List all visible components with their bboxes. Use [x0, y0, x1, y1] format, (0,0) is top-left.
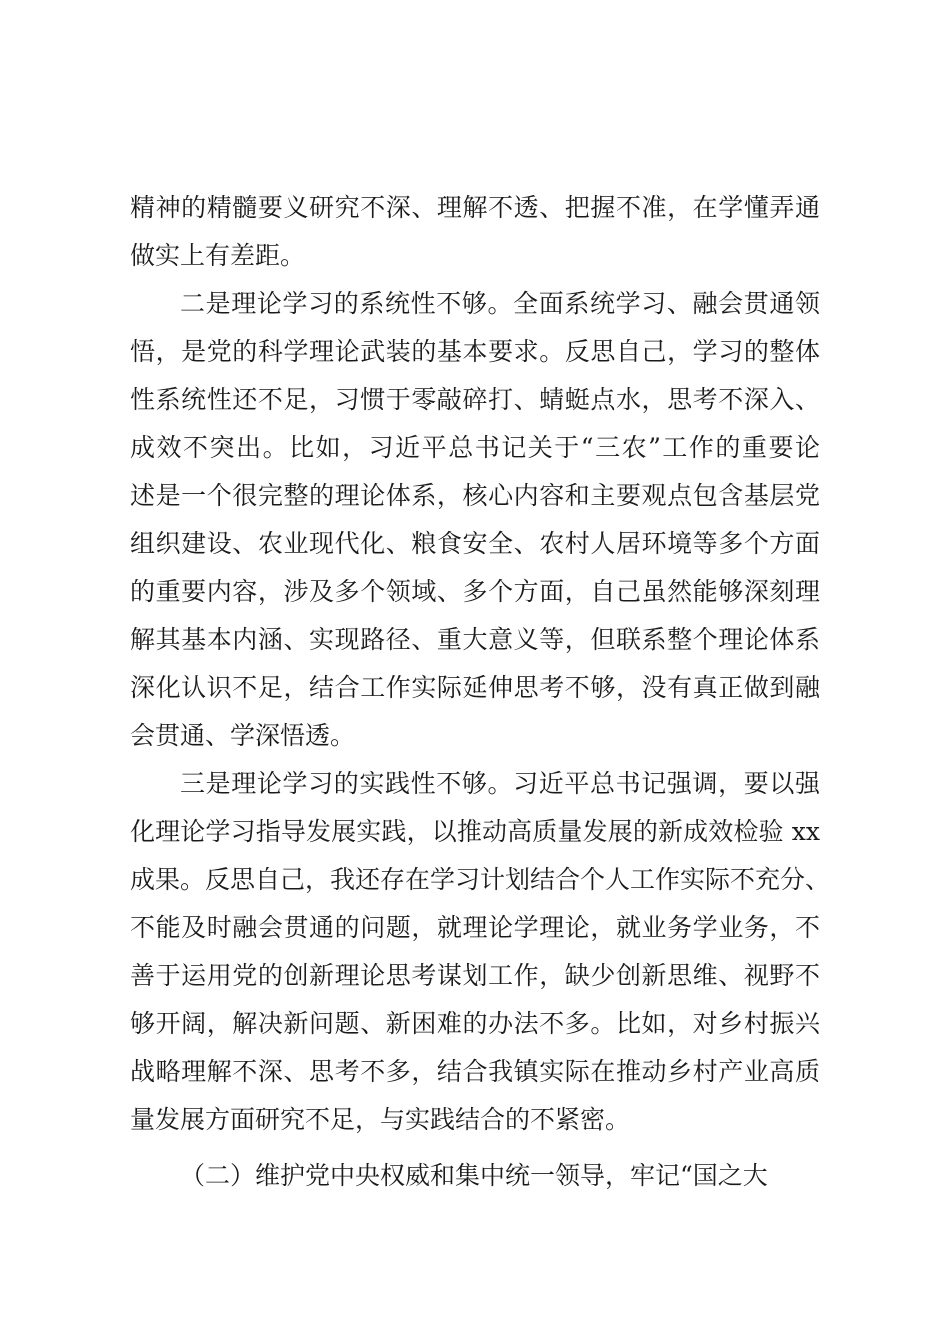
text-line: 解其基本内涵、实现路径、重大意义等，但联系整个理论体系: [130, 625, 820, 654]
text-line: 成效不突出。比如，习近平总书记关于“三农”工作的重要论: [130, 433, 820, 462]
text-line: 精神的精髓要义研究不深、理解不透、把握不准，在学懂弄通: [130, 193, 820, 222]
text-line: 的重要内容，涉及多个领域、多个方面，自己虽然能够深刻理: [130, 577, 820, 606]
text-line: 成果。反思自己，我还存在学习计划结合个人工作实际不充分、: [130, 865, 831, 894]
text-line: 不能及时融会贯通的问题，就理论学理论，就业务学业务，不: [130, 913, 820, 942]
text-line: 够开阔，解决新问题、新困难的办法不多。比如，对乡村振兴: [130, 1009, 820, 1038]
text-line: 战略理解不深、思考不多，结合我镇实际在推动乡村产业高质: [130, 1057, 820, 1086]
text-line: 二是理论学习的系统性不够。全面系统学习、融会贯通领: [180, 289, 820, 318]
section-heading: （二）维护党中央权威和集中统一领导，牢记“国之大: [180, 1161, 768, 1190]
text-line: 悟，是党的科学理论武装的基本要求。反思自己，学习的整体: [130, 337, 820, 366]
text-line: 组织建设、农业现代化、粮食安全、农村人居环境等多个方面: [130, 529, 820, 558]
text-line: 量发展方面研究不足，与实践结合的不紧密。: [130, 1105, 631, 1134]
text-line: 性系统性还不足，习惯于零敲碎打、蜻蜓点水，思考不深入、: [130, 385, 820, 414]
text-line: 三是理论学习的实践性不够。习近平总书记强调，要以强: [180, 769, 820, 798]
text-line: 善于运用党的创新理论思考谋划工作，缺少创新思维、视野不: [130, 961, 820, 990]
text-line: 会贯通、学深悟透。: [130, 721, 356, 750]
text-line: 做实上有差距。: [130, 241, 306, 270]
text-line: 化理论学习指导发展实践，以推动高质量发展的新成效检验 xx: [130, 817, 820, 846]
text-line: 深化认识不足，结合工作实际延伸思考不够，没有真正做到融: [130, 673, 820, 702]
text-line: 述是一个很完整的理论体系，核心内容和主要观点包含基层党: [130, 481, 820, 510]
